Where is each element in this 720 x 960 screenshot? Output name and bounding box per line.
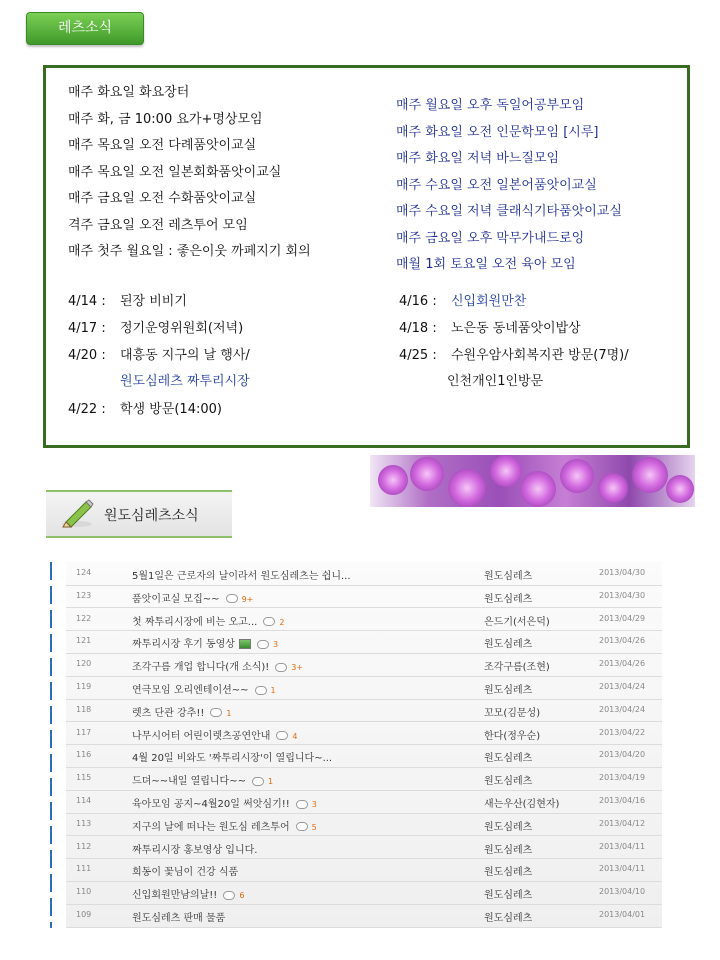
event-item xyxy=(68,398,222,417)
post-subject-text[interactable]: 연극모임 오리엔테이션~~ xyxy=(132,685,249,696)
comment-count[interactable]: 9+ xyxy=(241,594,254,604)
schedule-item: 격주 금요일 오전 레츠투어 모임 xyxy=(68,217,248,233)
event-text: 학생 방문(14:00) xyxy=(120,402,222,417)
event-text: 된장 비비기 xyxy=(120,294,187,309)
post-date: 2013/04/30 xyxy=(599,590,646,600)
post-subject-text[interactable]: 조각구름 개업 합니다(개 소식)! xyxy=(132,662,270,674)
post-number: 124 xyxy=(76,568,92,577)
post-number: 116 xyxy=(76,750,92,760)
schedule-item: 매주 수요일 오전 일본어품앗이교실 xyxy=(396,177,597,193)
post-number: 112 xyxy=(76,841,92,851)
post-subject-text[interactable]: 희동이 꽃님이 건강 식품 xyxy=(132,867,239,879)
post-subject-text[interactable]: 지구의 날에 떠나는 원도심 레츠투어 xyxy=(132,821,290,833)
event-subtext: 인천개인1인방문 xyxy=(447,374,544,389)
post-subject-link[interactable] xyxy=(132,886,244,901)
post-number: 118 xyxy=(76,704,92,714)
event-date: 4/20 : xyxy=(68,348,106,363)
comment-count[interactable]: 1 xyxy=(226,708,232,718)
event-date: 4/14 : xyxy=(68,294,106,309)
schedule-item: 매주 화요일 저녁 바느질모임 xyxy=(396,151,560,166)
pencil-icon xyxy=(60,498,94,528)
post-number: 123 xyxy=(76,590,92,600)
post-subject-text[interactable]: 드뎌~~내일 열립니다~~ xyxy=(132,776,246,788)
event-text: 대흥동 지구의 날 행사/ xyxy=(120,348,250,363)
post-number: 110 xyxy=(76,887,92,897)
news-badge: 레츠소식 xyxy=(26,12,144,45)
post-date: 2013/04/30 xyxy=(599,568,646,577)
post-author[interactable]: 원도심레츠 xyxy=(484,685,533,696)
post-subject-text[interactable]: 육아모임 공지~4월20일 써앗심기!! xyxy=(132,799,290,810)
post-list xyxy=(50,562,666,928)
post-number: 114 xyxy=(76,796,92,805)
table-row[interactable] xyxy=(66,676,662,700)
table-row[interactable] xyxy=(66,653,662,677)
post-subject-link[interactable] xyxy=(132,658,303,673)
post-author[interactable]: 원도심레츠 xyxy=(484,639,533,651)
comment-bubble-icon xyxy=(223,891,235,900)
post-author[interactable]: 조각구름(조현) xyxy=(484,662,550,674)
event-item xyxy=(68,290,187,309)
schedule-item: 매주 목요일 오전 일본회화품앗이교실 xyxy=(68,164,282,180)
schedule-item: 매주 화요일 오전 인문학모임 [시루] xyxy=(396,124,599,140)
post-date: 2013/04/11 xyxy=(599,841,646,851)
schedule-item: 매주 수요일 저녁 클래식기타품앗이교실 xyxy=(396,204,622,219)
post-subject-link[interactable] xyxy=(132,590,253,605)
post-date: 2013/04/24 xyxy=(599,682,646,691)
table-row[interactable] xyxy=(66,562,662,586)
image-attached-icon xyxy=(239,639,251,649)
comment-bubble-icon xyxy=(257,640,269,649)
section-title: 원도심레츠소식 xyxy=(104,508,199,524)
post-subject-text[interactable]: 렛츠 단관 강추!! xyxy=(132,707,205,719)
post-date: 2013/04/19 xyxy=(599,773,646,783)
event-date: 4/25 : xyxy=(399,348,437,363)
post-date: 2013/04/20 xyxy=(599,750,646,760)
comment-count[interactable]: 1 xyxy=(270,686,276,695)
comment-bubble-icon xyxy=(226,594,238,603)
schedule-notice-box xyxy=(43,65,690,448)
table-row[interactable] xyxy=(66,608,662,632)
post-subject-text[interactable]: 4월 20일 비와도 '짜투리시장'이 열립니다~... xyxy=(132,753,333,765)
post-author[interactable]: 꼬모(김문성) xyxy=(484,707,541,719)
schedule-item: 매주 목요일 오전 다례품앗이교실 xyxy=(68,138,257,153)
comment-bubble-icon xyxy=(263,617,275,626)
post-number: 122 xyxy=(76,613,92,623)
comment-bubble-icon xyxy=(275,663,287,672)
comment-count[interactable]: 4 xyxy=(292,731,298,741)
post-subject-link[interactable] xyxy=(132,704,231,719)
post-subject-link[interactable] xyxy=(132,795,317,810)
section-header xyxy=(46,490,232,538)
comment-count[interactable]: 2 xyxy=(279,617,285,627)
post-author[interactable]: 원도심레츠 xyxy=(484,593,533,605)
event-text: 정기운영위원회(저녁) xyxy=(120,321,244,336)
event-text: 신입회원만찬 xyxy=(451,294,527,309)
comment-bubble-icon xyxy=(296,800,308,809)
event-item xyxy=(68,317,243,336)
post-author[interactable]: 원도심레츠 xyxy=(484,890,533,902)
post-number: 113 xyxy=(76,818,92,828)
table-row[interactable] xyxy=(66,767,662,791)
table-row[interactable] xyxy=(66,881,662,905)
post-number: 109 xyxy=(76,910,92,919)
post-author[interactable]: 원도심레츠 xyxy=(484,776,533,788)
comment-bubble-icon xyxy=(255,686,267,695)
post-number: 121 xyxy=(76,636,92,646)
table-row[interactable] xyxy=(66,904,662,928)
post-subject-text[interactable]: 짜투리시장 후기 동영상 xyxy=(132,639,235,651)
post-date: 2013/04/26 xyxy=(599,659,646,669)
table-row[interactable] xyxy=(66,813,662,837)
post-author[interactable]: 새는우산(김현자) xyxy=(484,799,560,810)
post-subject-link[interactable] xyxy=(132,863,238,878)
post-number: 119 xyxy=(76,682,92,691)
post-subject-link[interactable] xyxy=(132,613,284,628)
comment-count[interactable]: 3+ xyxy=(291,663,304,673)
azalea-flower-image xyxy=(370,455,695,507)
event-date: 4/18 : xyxy=(399,321,437,336)
post-author[interactable]: 원도심레츠 xyxy=(484,753,533,765)
post-subject-text[interactable]: 5월1일은 근로자의 날이라서 원도심레츠는 쉽니... xyxy=(132,571,351,582)
post-author[interactable]: 원도심레츠 xyxy=(484,821,533,833)
schedule-item: 매월 1회 토요일 오전 육아 모임 xyxy=(396,257,576,272)
post-subject-link[interactable] xyxy=(132,749,332,764)
comment-bubble-icon xyxy=(210,708,222,717)
schedule-item: 매주 금요일 오전 수화품앗이교실 xyxy=(68,191,257,206)
table-row[interactable] xyxy=(66,858,662,882)
comment-count[interactable]: 3 xyxy=(272,640,279,650)
table-row[interactable] xyxy=(66,744,662,768)
post-subject-link[interactable] xyxy=(132,818,317,833)
post-number: 120 xyxy=(76,659,92,669)
post-number: 111 xyxy=(76,864,92,874)
comment-bubble-icon xyxy=(276,731,288,740)
post-date: 2013/04/10 xyxy=(599,887,646,897)
post-subject-link[interactable] xyxy=(132,727,298,742)
post-subject-link[interactable] xyxy=(132,681,276,696)
comment-bubble-icon xyxy=(296,822,308,831)
schedule-item: 매주 월요일 오후 독일어공부모임 xyxy=(396,98,585,113)
weekly-schedule-left xyxy=(68,80,311,266)
post-subject-text[interactable]: 품앗이교실 모집~~ xyxy=(132,593,220,605)
post-author[interactable]: 원도심레츠 xyxy=(484,913,533,924)
post-subject-link[interactable] xyxy=(132,841,257,856)
comment-count[interactable]: 3 xyxy=(311,800,317,809)
event-item xyxy=(68,344,250,363)
event-date: 4/17 : xyxy=(68,321,106,336)
post-date: 2013/04/29 xyxy=(599,613,646,623)
post-author[interactable]: 원도심레츠 xyxy=(484,571,533,582)
event-date: 4/22 : xyxy=(68,402,106,417)
weekly-schedule-right xyxy=(396,93,622,279)
table-row[interactable] xyxy=(66,722,662,746)
post-date: 2013/04/24 xyxy=(599,704,646,714)
event-text: 수원우암사회복지관 방문(7명)/ xyxy=(451,348,629,363)
post-author[interactable]: 원도심레츠 xyxy=(484,867,533,879)
post-date: 2013/04/11 xyxy=(599,864,646,874)
event-item xyxy=(399,290,526,309)
table-row[interactable] xyxy=(66,630,662,654)
post-subject-link[interactable] xyxy=(132,567,351,582)
post-author[interactable]: 원도심레츠 xyxy=(484,844,533,856)
post-subject-text[interactable]: 짜투리시장 홍보영상 입니다. xyxy=(132,844,258,856)
schedule-item: 매주 화, 금 10:00 요가+명상모임 xyxy=(68,111,263,127)
comment-bubble-icon xyxy=(252,777,264,786)
comment-count[interactable]: 6 xyxy=(239,891,245,901)
post-number: 117 xyxy=(76,727,92,737)
dashed-divider xyxy=(50,562,52,928)
post-date: 2013/04/01 xyxy=(599,910,646,919)
post-subject-text[interactable]: 신입회원만남의날!! xyxy=(132,890,218,902)
post-number: 115 xyxy=(76,773,92,783)
schedule-item: 매주 첫주 월요일 : 좋은이웃 까페지기 회의 xyxy=(68,244,311,259)
post-date: 2013/04/22 xyxy=(599,727,646,737)
post-author[interactable]: 은드기(서은덕) xyxy=(484,616,550,628)
table-row[interactable] xyxy=(66,699,662,723)
post-subject-text[interactable]: 첫 짜투리시장에 비는 오고... xyxy=(132,616,258,628)
event-date: 4/16 : xyxy=(399,294,437,309)
post-subject-text[interactable]: 원도심레츠 판매 물품 xyxy=(132,913,226,924)
event-subtext: 원도심레츠 짜투리시장 xyxy=(120,374,250,389)
post-subject-text[interactable]: 나무시어터 어린이렛츠공연안내 xyxy=(132,730,271,742)
event-text: 노은동 동네품앗이밥상 xyxy=(451,321,581,336)
post-date: 2013/04/12 xyxy=(599,818,646,828)
table-row[interactable] xyxy=(66,836,662,860)
post-author[interactable]: 한다(정우순) xyxy=(484,730,541,742)
comment-count[interactable]: 5 xyxy=(311,822,317,832)
post-subject-link[interactable] xyxy=(132,635,278,650)
event-item xyxy=(399,317,581,336)
post-subject-link[interactable] xyxy=(132,909,225,924)
post-date: 2013/04/16 xyxy=(599,796,646,805)
table-row[interactable] xyxy=(66,585,662,609)
event-item xyxy=(399,344,629,363)
schedule-item: 매주 금요일 오후 막무가내드로잉 xyxy=(396,230,585,246)
table-row[interactable] xyxy=(66,790,662,814)
schedule-item: 매주 화요일 화요장터 xyxy=(68,85,190,100)
comment-count[interactable]: 1 xyxy=(267,777,274,787)
post-subject-link[interactable] xyxy=(132,772,273,787)
post-date: 2013/04/26 xyxy=(599,636,646,646)
